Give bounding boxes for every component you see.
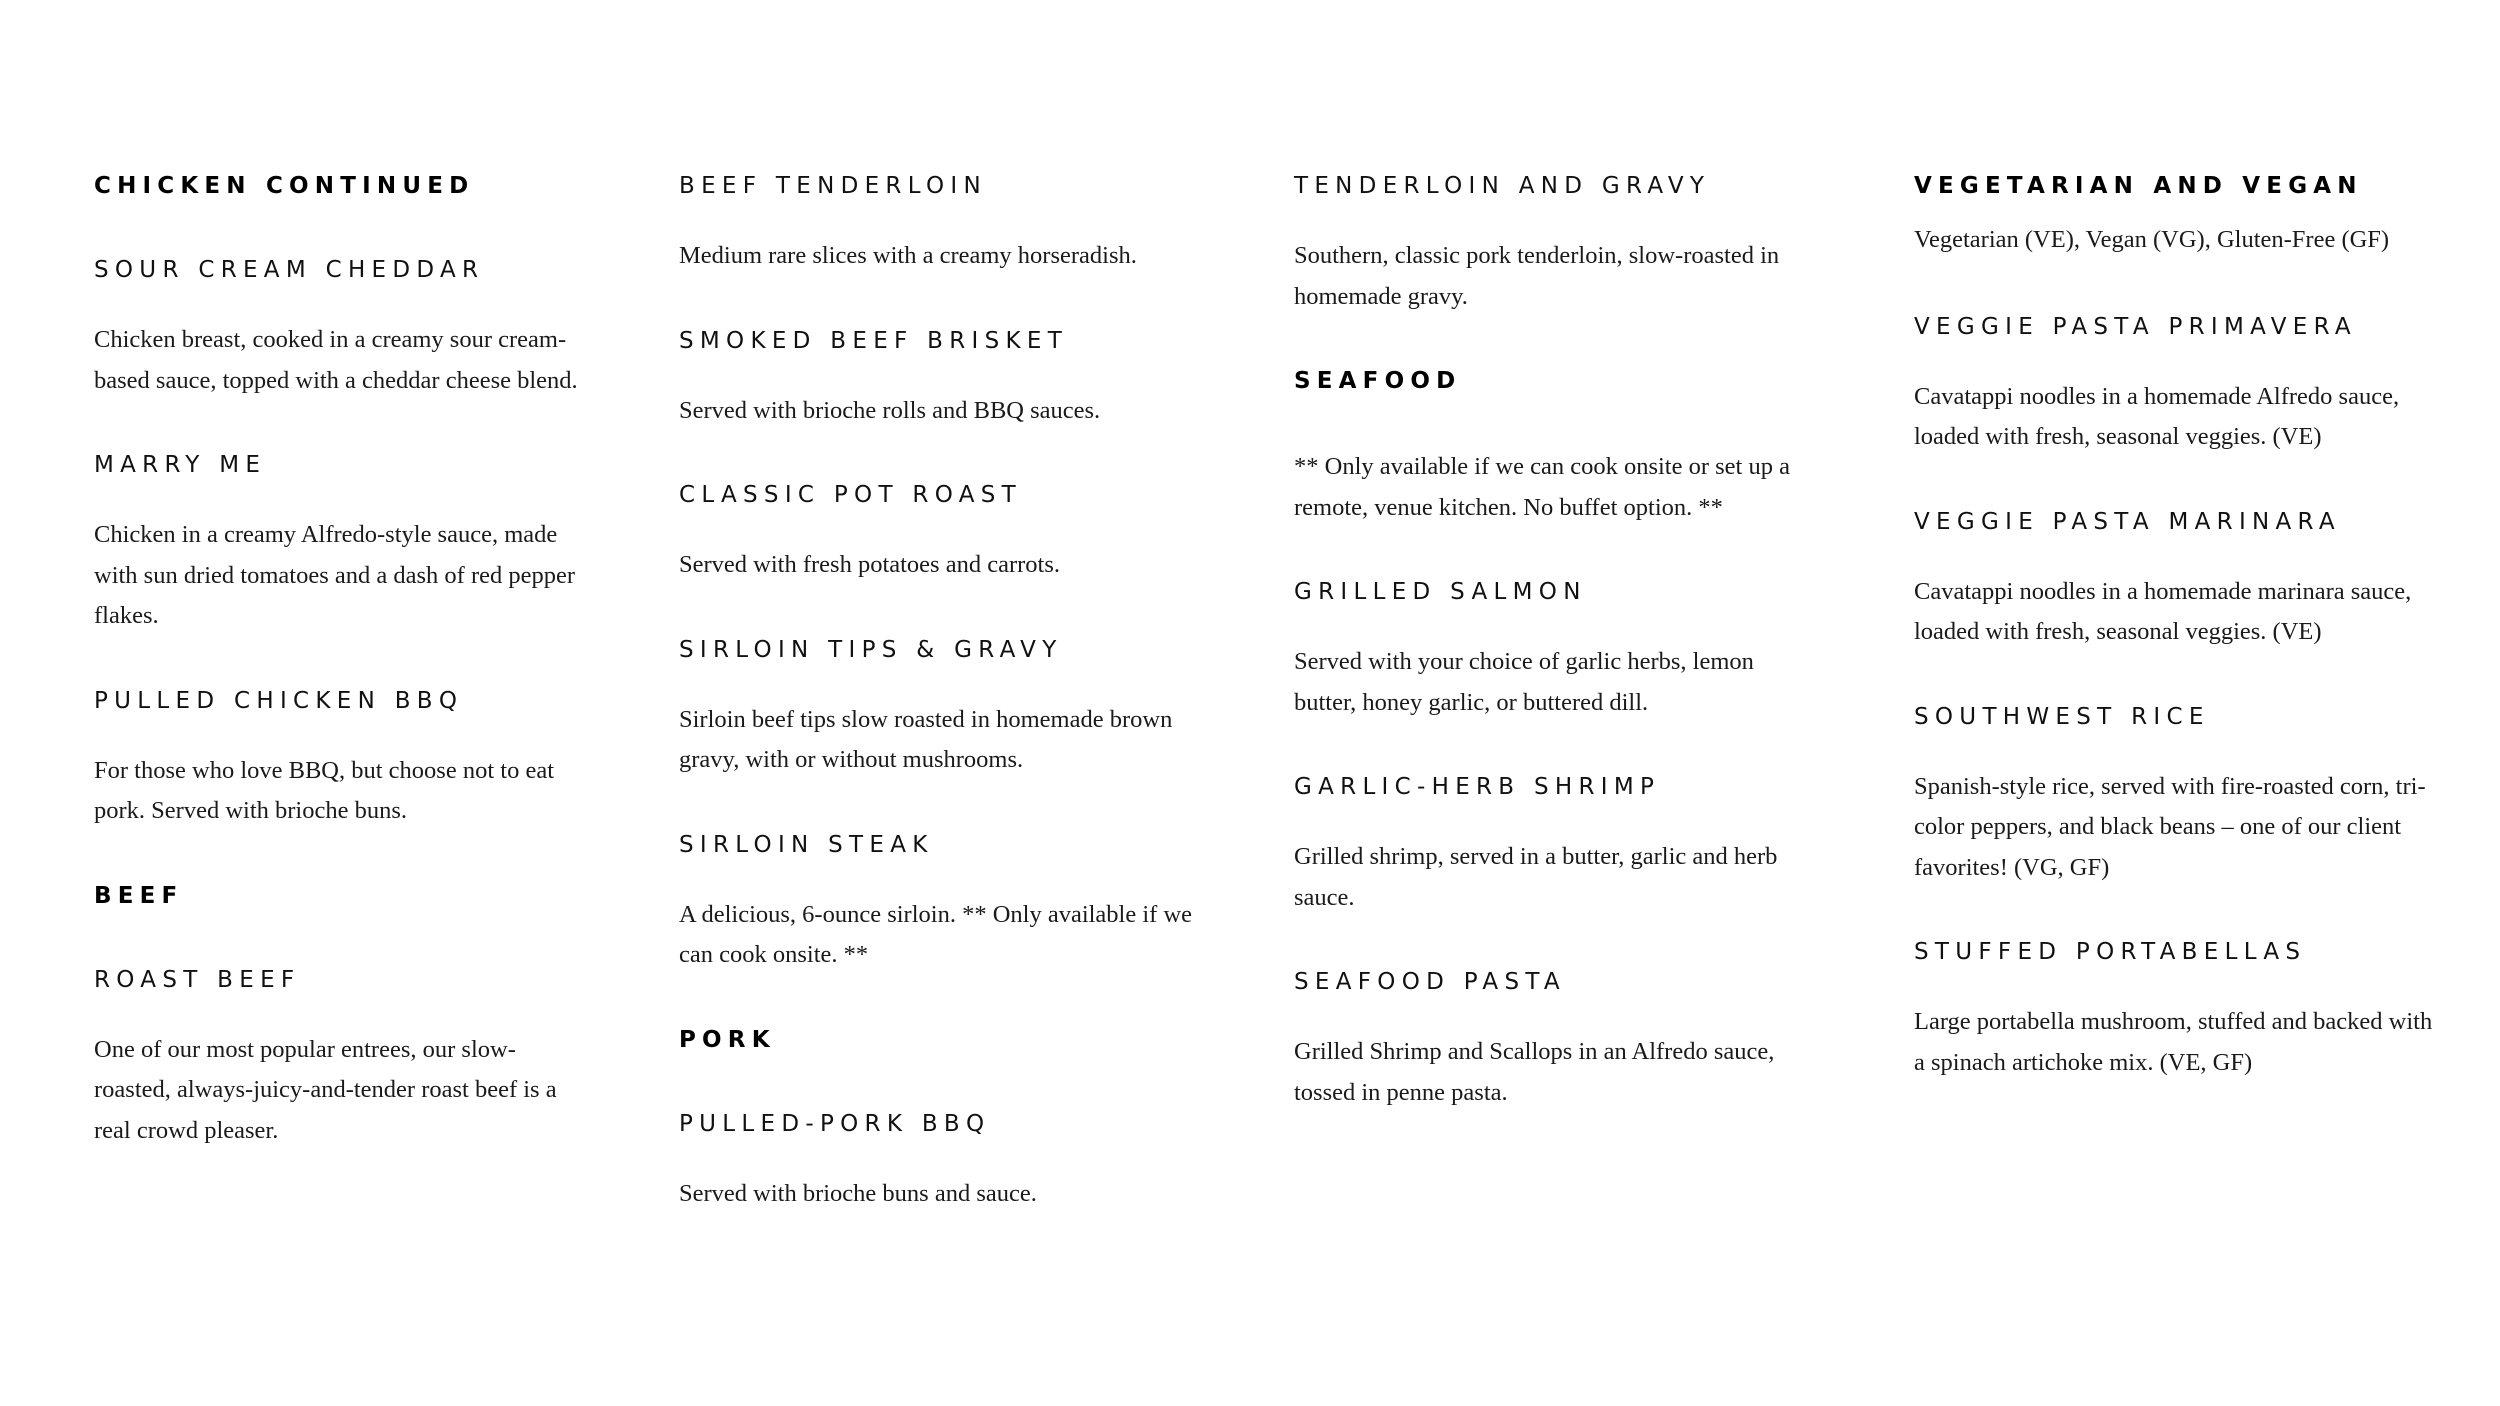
- section-title-chicken-continued: CHICKEN CONTINUED: [94, 173, 475, 199]
- menu-column-3: [1294, 168, 1819, 1260]
- item-desc-sirloin-tips-gravy: Sirloin beef tips slow roasted in homemade brown gravy, with or without mushrooms.: [679, 705, 1173, 773]
- item-desc-grilled-salmon: Served with your choice of garlic herbs, lemon butter, honey garlic, or buttered dill.: [1294, 648, 1754, 716]
- item-title-pulled-pork-bbq: PULLED-PORK BBQ: [679, 1110, 991, 1137]
- item-title-sirloin-steak: SIRLOIN STEAK: [679, 831, 934, 858]
- item-title-smoked-beef-brisket: SMOKED BEEF BRISKET: [679, 327, 1069, 354]
- item-title-stuffed-portabellas: STUFFED PORTABELLAS: [1914, 939, 2307, 965]
- section-title-beef: BEEF: [94, 882, 184, 909]
- item-desc-veggie-pasta-marinara: Cavatappi noodles in a homemade marinara sauce, loaded with fresh, seasonal veggies. (VE): [1914, 577, 2412, 645]
- item-title-classic-pot-roast: CLASSIC POT ROAST: [679, 482, 1022, 508]
- item-title-veggie-pasta-marinara: VEGGIE PASTA MARINARA: [1914, 508, 2341, 535]
- item-desc-veggie-pasta-primavera: Cavatappi noodles in a homemade Alfredo sauce, loaded with fresh, seasonal veggies. (VE): [1914, 382, 2400, 450]
- item-title-garlic-herb-shrimp: GARLIC-HERB SHRIMP: [1294, 774, 1661, 800]
- item-desc-beef-tenderloin: Medium rare slices with a creamy horseradish.: [679, 242, 1137, 269]
- menu-column-1: [94, 168, 584, 1260]
- item-title-roast-beef: ROAST BEEF: [94, 966, 301, 993]
- section-title-vegetarian-and-vegan: VEGETARIAN AND VEGAN: [1914, 173, 2363, 199]
- item-desc-garlic-herb-shrimp: Grilled shrimp, served in a butter, garlic and herb sauce.: [1294, 843, 1778, 911]
- item-title-southwest-rice: SOUTHWEST RICE: [1914, 703, 2210, 730]
- item-title-marry-me: MARRY ME: [94, 452, 267, 478]
- menu-column-2: [679, 168, 1199, 1260]
- dietary-legend: Vegetarian (VE), Vegan (VG), Gluten-Free (GF): [1914, 226, 2390, 253]
- item-desc-pulled-pork-bbq: Served with brioche buns and sauce.: [679, 1179, 1037, 1207]
- seafood-availability-note: ** Only available if we can cook onsite or set up a remote, venue kitchen. No buffet option. **: [1294, 453, 1790, 521]
- item-desc-smoked-beef-brisket: Served with brioche rolls and BBQ sauces.: [679, 396, 1101, 424]
- item-title-sour-cream-cheddar: SOUR CREAM CHEDDAR: [94, 257, 485, 283]
- item-title-veggie-pasta-primavera: VEGGIE PASTA PRIMAVERA: [1914, 313, 2357, 340]
- item-desc-southwest-rice: Spanish-style rice, served with fire-roasted corn, tri-color peppers, and black beans – one of our client favorites! (VG, GF): [1914, 772, 2426, 881]
- item-desc-tenderloin-and-gravy: Southern, classic pork tenderloin, slow-roasted in homemade gravy.: [1294, 242, 1780, 310]
- section-title-seafood: SEAFOOD: [1294, 368, 1462, 394]
- item-title-pulled-chicken-bbq: PULLED CHICKEN BBQ: [94, 687, 464, 714]
- item-title-beef-tenderloin: BEEF TENDERLOIN: [679, 173, 987, 199]
- menu: [94, 168, 2434, 1260]
- menu-column-4: [1914, 168, 2434, 1260]
- item-title-sirloin-tips-gravy: SIRLOIN TIPS & GRAVY: [679, 636, 1063, 663]
- item-desc-marry-me: Chicken in a creamy Alfredo-style sauce, made with sun dried tomatoes and a dash of red pepper flakes.: [94, 521, 576, 629]
- item-desc-classic-pot-roast: Served with fresh potatoes and carrots.: [679, 551, 1060, 578]
- item-desc-sirloin-steak: A delicious, 6-ounce sirloin. ** Only available if we can cook onsite. **: [679, 900, 1193, 968]
- item-title-grilled-salmon: GRILLED SALMON: [1294, 579, 1587, 605]
- item-desc-stuffed-portabellas: Large portabella mushroom, stuffed and backed with a spinach artichoke mix. (VE, GF): [1914, 1008, 2433, 1076]
- item-title-tenderloin-and-gravy: TENDERLOIN AND GRAVY: [1294, 173, 1711, 199]
- item-title-seafood-pasta: SEAFOOD PASTA: [1294, 969, 1566, 995]
- item-desc-sour-cream-cheddar: Chicken breast, cooked in a creamy sour cream-based sauce, topped with a cheddar cheese blend.: [94, 326, 578, 394]
- item-desc-roast-beef: One of our most popular entrees, our slow-roasted, always-juicy-and-tender roast beef is a real crowd pleaser.: [94, 1035, 557, 1144]
- section-title-pork: PORK: [679, 1026, 776, 1053]
- item-desc-pulled-chicken-bbq: For those who love BBQ, but choose not to eat pork. Served with brioche buns.: [94, 756, 555, 824]
- item-desc-seafood-pasta: Grilled Shrimp and Scallops in an Alfredo sauce, tossed in penne pasta.: [1294, 1038, 1775, 1106]
